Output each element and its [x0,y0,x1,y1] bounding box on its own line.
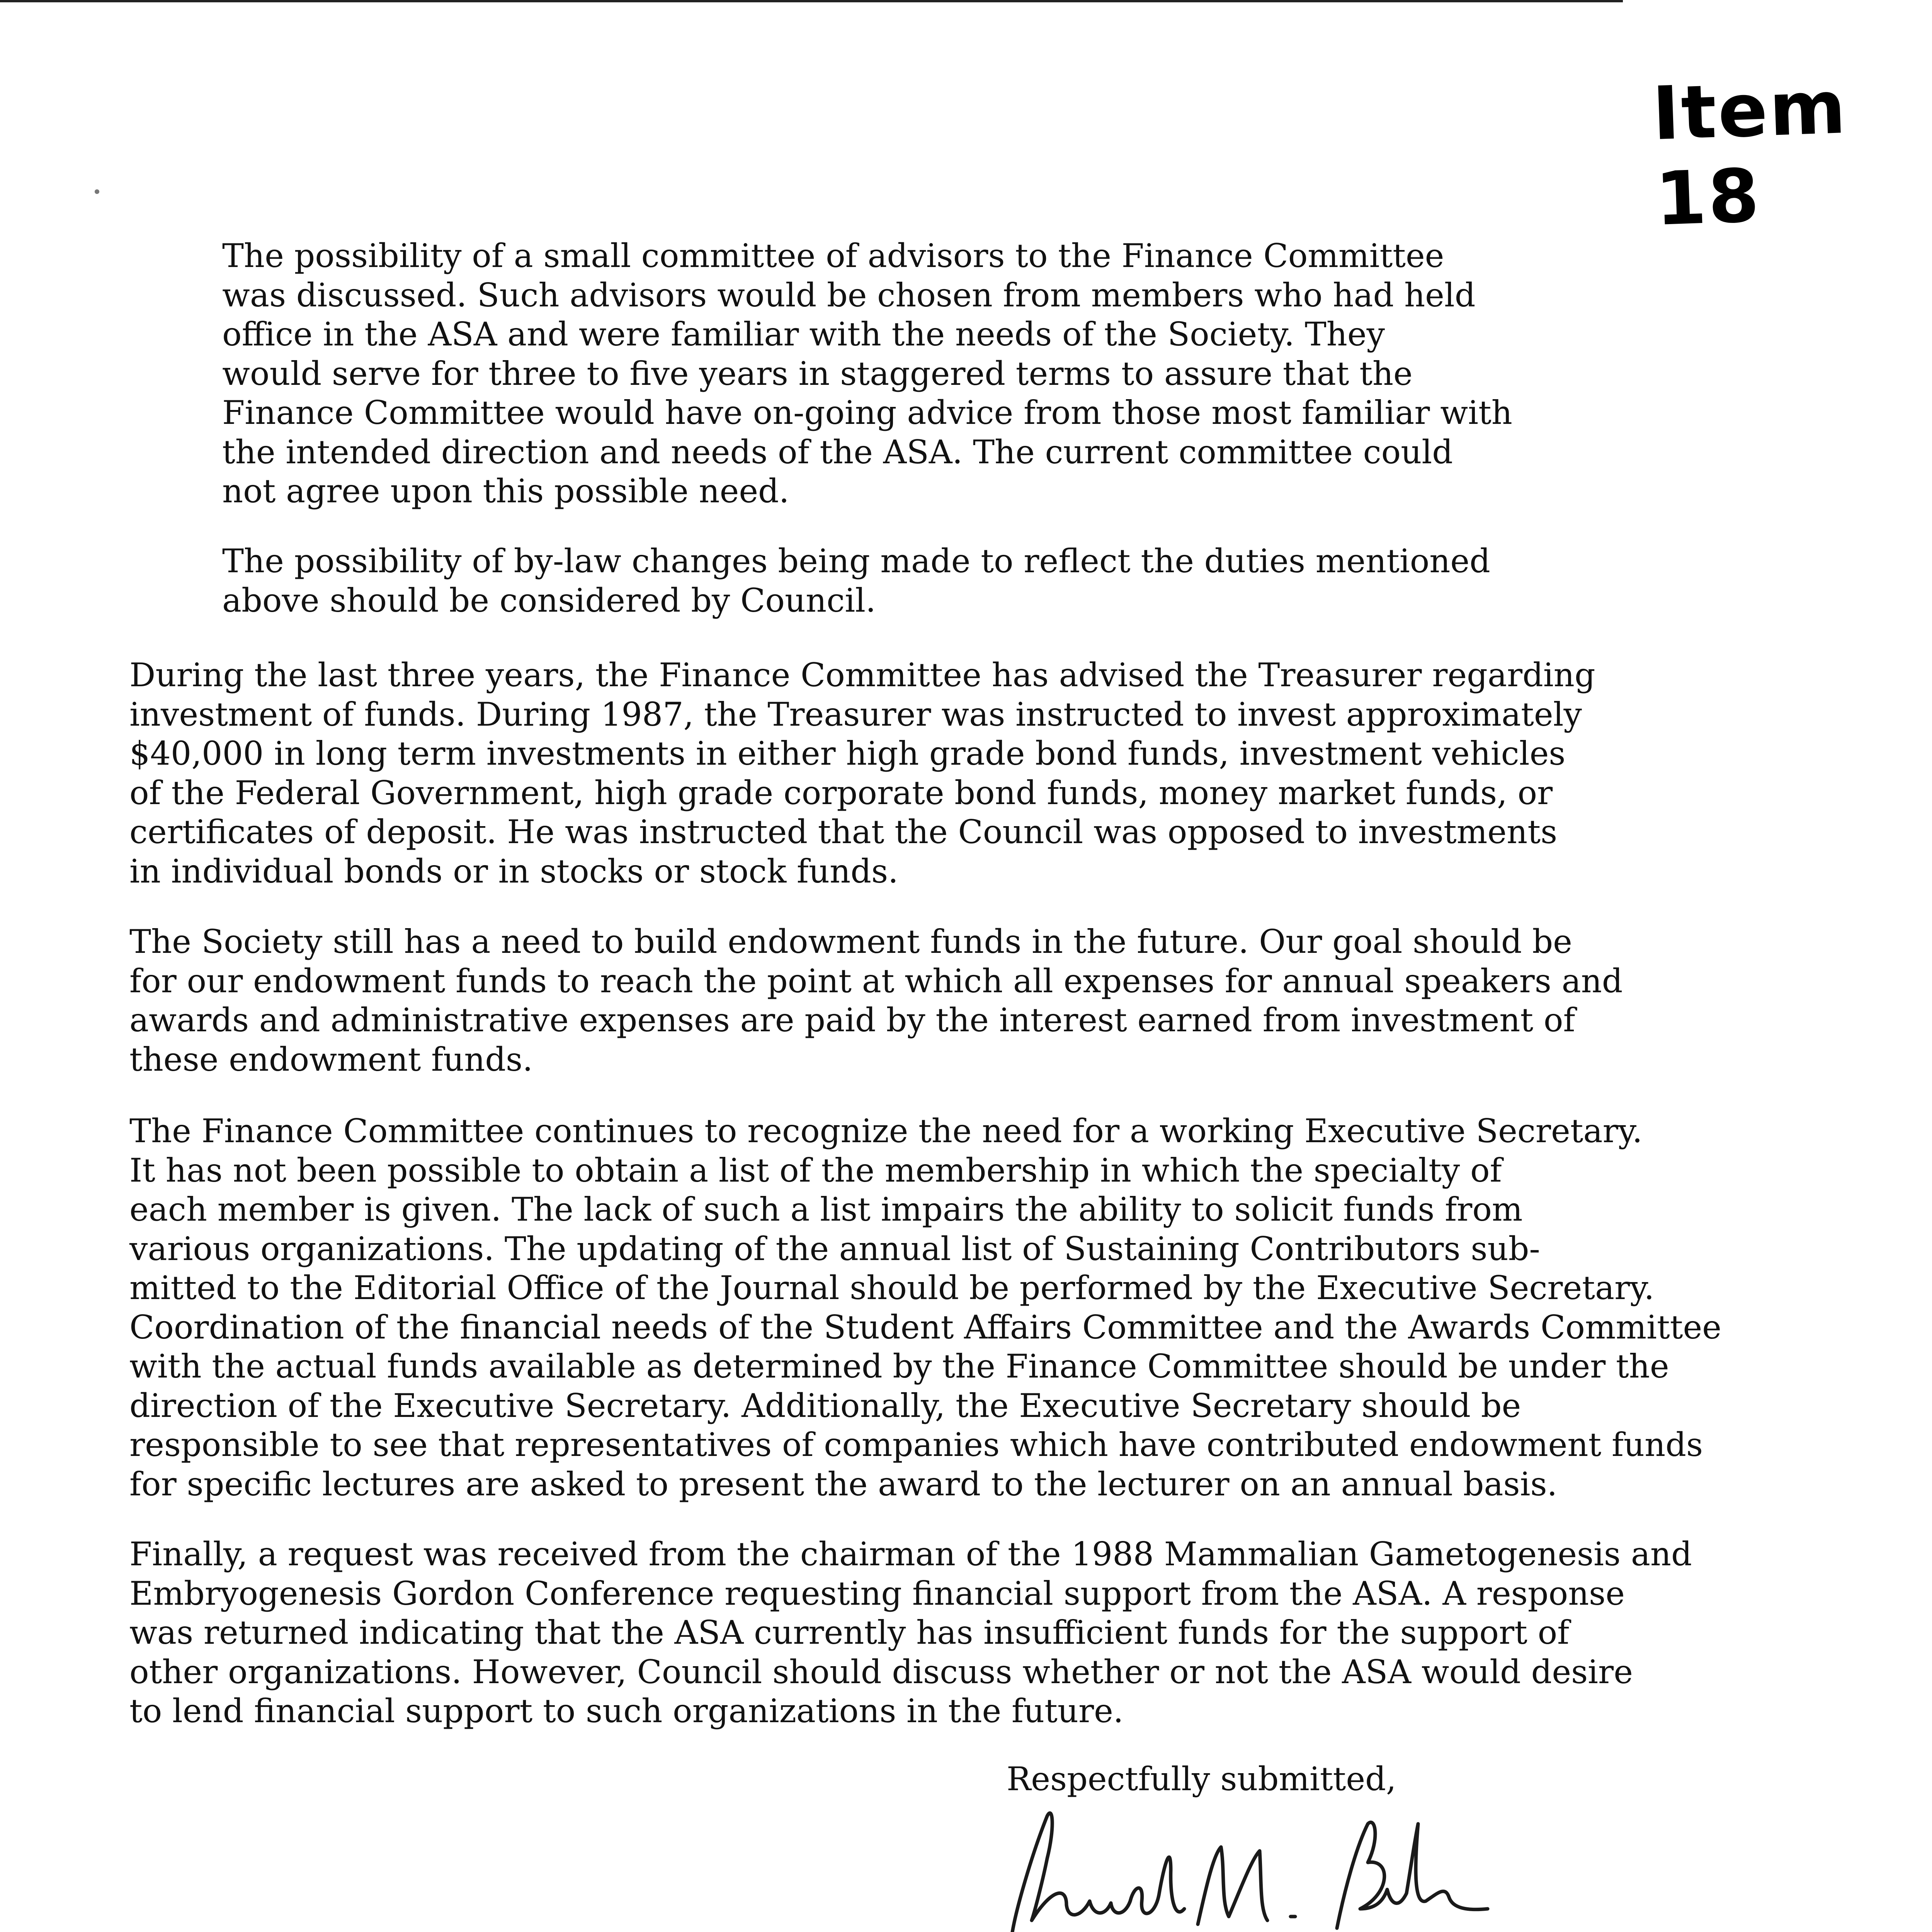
closing-salutation: Respectfully submitted, [1007,1760,1396,1798]
paragraph-bylaw-changes: The possibility of by-law changes being made to reflect the duties mentioned above should be considered by Council. [222,542,1490,619]
scan-top-edge-line [0,0,1623,2]
paragraph-endowment-goal: The Society still has a need to build endowment funds in the future. Our goal should be for our endowment funds to reach the point at which all expenses for annual speakers and awards and administrative expenses are paid by the interest earned from investment of these endowment funds. [129,923,1623,1078]
paragraph-investments: During the last three years, the Finance Committee has advised the Treasurer regarding investment of funds. During 1987, the Treasurer was instructed to invest approximately $40,000 in long term investments in either high grade bond funds, investment vehicles of the Federal Government, high grade corporate bond funds, money market funds, or certificates of deposit. He was instructed that the Council was opposed to investments in individual bonds or in stocks or stock funds. [129,656,1595,890]
handwritten-item-label: Item 18 [1651,64,1849,242]
paragraph-gordon-conference: Finally, a request was received from the chairman of the 1988 Mammalian Gametogenesis and Embryogenesis Gordon Conference requesting financial support from the ASA. A response was returned indicating that the ASA currently has insufficient funds for the support of other organizations. However, Council should discuss whether or not the ASA would desire to lend financial support to such organizations in the future. [129,1535,1692,1730]
paragraph-executive-secretary: The Finance Committee continues to recognize the need for a working Executive Secretary. It has not been possible to obtain a list of the membership in which the specialty of each member is given. The lack of such a list impairs the ability to solicit funds from various organizations. The updating of the annual list of Sustaining Contributors sub- mitted to the Editorial Office of the Journal should be performed by the Executive Secretary. Coordination of the financial needs of the Student Affairs Committee and the Awards Committee with the actual funds available as determined by the Finance Committee should be under the direction of the Executive Secretary. Additionally, the Executive Secretary should be responsible to see that representatives of companies which have contributed endowment funds for specific lectures are asked to present the award to the lecturer on an annual basis. [129,1112,1721,1503]
handwritten-signature [989,1793,1492,1932]
paragraph-advisors-committee: The possibility of a small committee of advisors to the Finance Committee was discussed. Such advisors would be chosen from members who had held office in the ASA and were familiar with the needs of the Society. They would serve for three to five years in staggered terms to assure that the Finance Committee would have on-going advice from those most familiar with the intended direction and needs of the ASA. The current committee could not agree upon this possible need. [222,237,1512,510]
scan-speck [95,189,99,194]
